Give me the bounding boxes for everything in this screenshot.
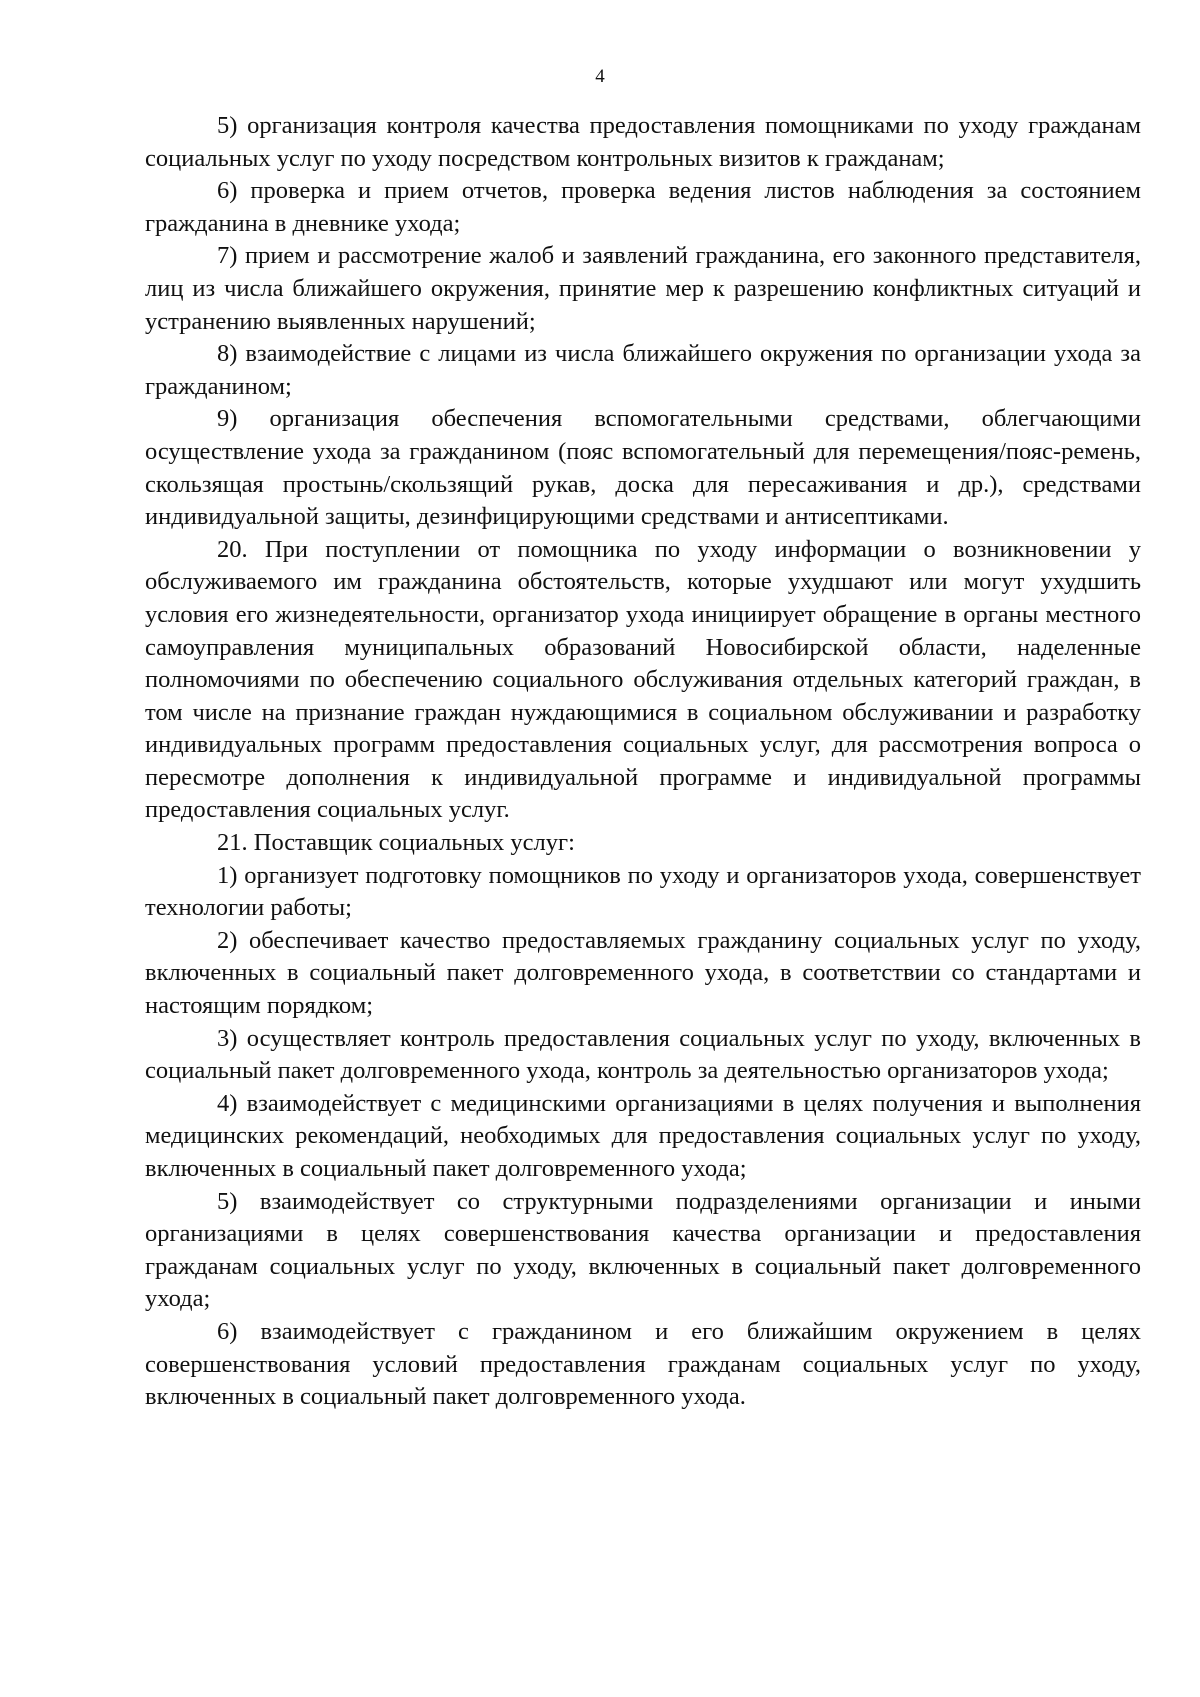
paragraph-item-6-reports: 6) проверка и прием отчетов, проверка ведения листов наблюдения за состоянием гражданина в дневнике ухода;	[145, 177, 1141, 237]
paragraph-clause-21-item-4: 4) взаимодействует с медицинскими организациями в целях получения и выполнения медицинских рекомендаций, необходимых для предоставления социальных услуг по уходу, включенных в социальный пакет долговременного ухода;	[145, 1089, 1141, 1182]
document-body	[145, 110, 1141, 1414]
paragraph-item-9-supplies: 9) организация обеспечения вспомогательными средствами, облегчающими осуществление ухода за гражданином (пояс вспомогательный для перемещения/пояс-ремень, скользящая простынь/скользящий рукав, доска для пересаживания и др.), средствами индивидуальной защиты, дезинфицирующими средствами и антисептиками.	[145, 405, 1141, 531]
paragraph-clause-21-item-2: 2) обеспечивает качество предоставляемых гражданину социальных услуг по уходу, включенных в социальный пакет долговременного ухода, в соответствии со стандартами и настоящим порядком;	[145, 926, 1141, 1020]
paragraph-item-8-interaction: 8) взаимодействие с лицами из числа ближайшего окружения по организации ухода за гражданином;	[145, 340, 1141, 400]
paragraph-clause-21-item-6: 6) взаимодействует с гражданином и его ближайшим окружением в целях совершенствования условий предоставления гражданам социальных услуг по уходу, включенных в социальный пакет долговременного ухода.	[145, 1317, 1141, 1411]
paragraph-clause-20: 20. При поступлении от помощника по уходу информации о возникновении у обслуживаемого им гражданина обстоятельств, которые ухудшают или могут ухудшить условия его жизнедеятельности, организатор ухода инициирует обращение в органы местного самоуправления муниципальных образований Новосибирской области, наделенные полномочиями по обеспечению социального обслуживания отдельных категорий граждан, в том числе на признание граждан нуждающимися в социальном обслуживании и разработку индивидуальных программ предоставления социальных услуг, для рассмотрения вопроса о пересмотре дополнения к индивидуальной программе и индивидуальной программы предоставления социальных услуг.	[145, 535, 1141, 824]
paragraph-clause-21-item-5: 5) взаимодействует со структурными подразделениями организации и иными организациями в целях совершенствования качества организации и предоставления гражданам социальных услуг по уходу, включенных в социальный пакет долговременного ухода;	[145, 1187, 1141, 1313]
paragraph-clause-21-item-1: 1) организует подготовку помощников по уходу и организаторов ухода, совершенствует технологии работы;	[145, 861, 1141, 922]
page-number: 4	[595, 66, 605, 87]
paragraph-item-7-complaints: 7) прием и рассмотрение жалоб и заявлений гражданина, его законного представителя, лиц из числа ближайшего окружения, принятие мер к разрешению конфликтных ситуаций и устранению выявленных нарушений;	[145, 242, 1141, 335]
paragraph-clause-21-heading: 21. Поставщик социальных услуг:	[217, 829, 575, 857]
paragraph-clause-21-item-3: 3) осуществляет контроль предоставления социальных услуг по уходу, включенных в социальный пакет долговременного ухода, контроль за деятельностью организаторов ухода;	[145, 1024, 1141, 1085]
paragraph-item-5-monitoring: 5) организация контроля качества предоставления помощниками по уходу гражданам социальных услуг по уходу посредством контрольных визитов к гражданам;	[145, 112, 1141, 172]
